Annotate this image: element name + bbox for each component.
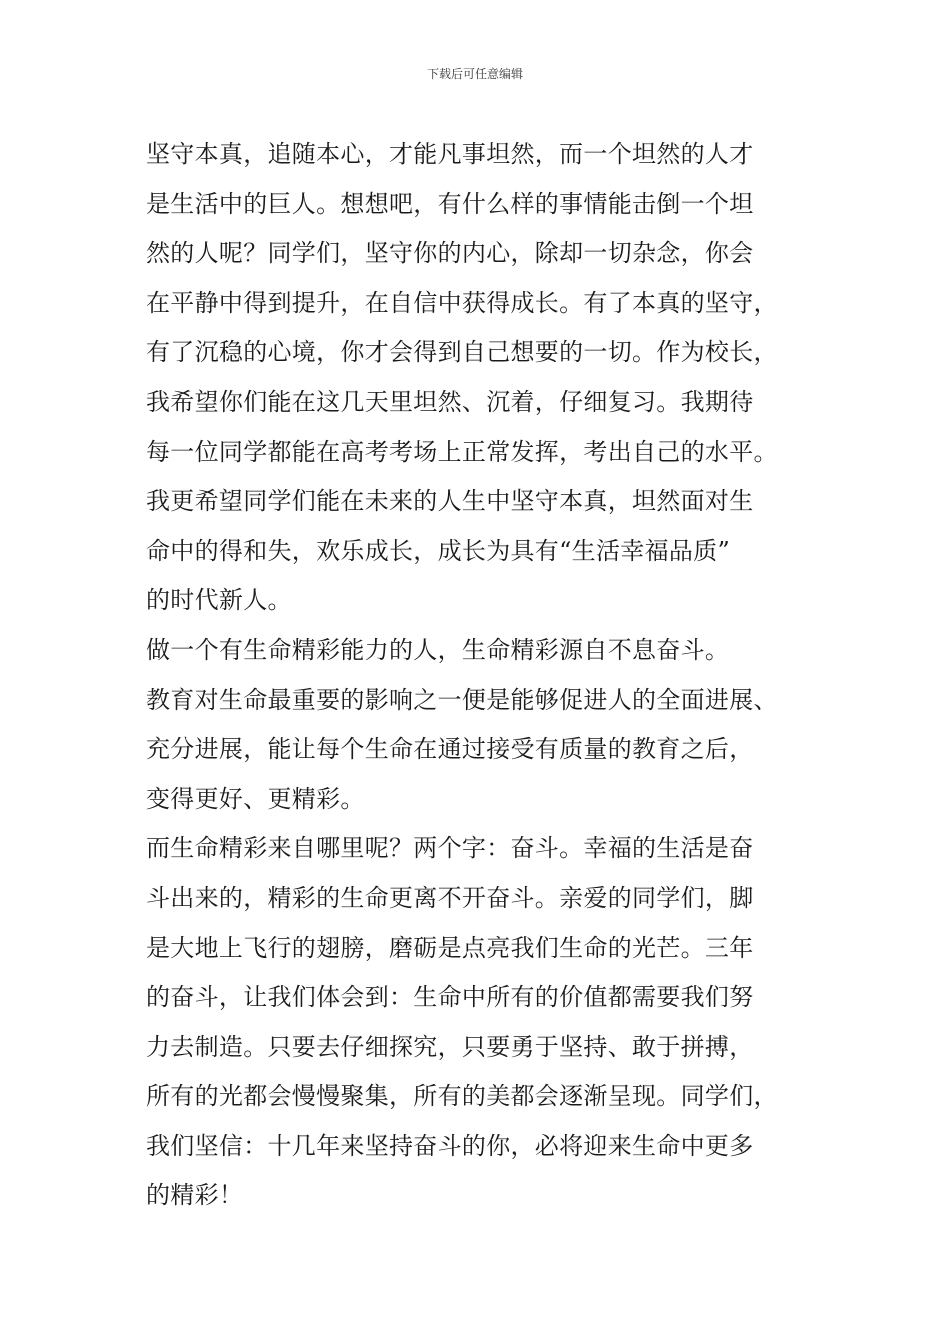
document-body: [146, 130, 806, 1221]
text-line: 而生命精彩来自哪里呢？两个字：奋斗。幸福的生活是奋: [146, 834, 754, 863]
text-line: 我希望你们能在这几天里坦然、沉着，仔细复习。我期待: [146, 387, 754, 416]
text-line: 有了沉稳的心境，你才会得到自己想要的一切。作为校长，: [146, 338, 778, 367]
text-line: 所有的光都会慢慢聚集，所有的美都会逐渐呈现。同学们，: [146, 1082, 778, 1111]
text-line: 然的人呢？同学们，坚守你的内心，除却一切杂念，你会: [146, 239, 754, 268]
text-line: 力去制造。只要去仔细探究，只要勇于坚持、敢于拼搏，: [146, 1032, 754, 1061]
text-line: 在平静中得到提升，在自信中获得成长。有了本真的坚守，: [146, 288, 778, 317]
text-line: 我们坚信：十几年来坚持奋斗的你，必将迎来生命中更多: [146, 1131, 754, 1160]
text-line: 教育对生命最重要的影响之一便是能够促进人的全面进展、: [146, 685, 778, 714]
text-line: 变得更好、更精彩。: [146, 784, 365, 813]
download-note: 下载后可任意编辑: [426, 67, 523, 81]
text-line: 命中的得和失，欢乐成长，成长为具有“生活幸福品质”: [146, 536, 731, 565]
text-line: 的奋斗，让我们体会到：生命中所有的价值都需要我们努: [146, 983, 754, 1012]
text-line: 的精彩！: [146, 1181, 244, 1210]
text-line: 是大地上飞行的翅膀，磨砺是点亮我们生命的光芒。三年: [146, 933, 754, 962]
text-line: 是生活中的巨人。想想吧，有什么样的事情能击倒一个坦: [146, 189, 754, 218]
text-line: 斗出来的，精彩的生命更离不开奋斗。亲爱的同学们，脚: [146, 883, 754, 912]
text-line: 的时代新人。: [146, 586, 292, 615]
text-line: 每一位同学都能在高考考场上正常发挥，考出自己的水平。: [146, 437, 778, 466]
text-line: 充分进展，能让每个生命在通过接受有质量的教育之后，: [146, 735, 754, 764]
text-line: 我更希望同学们能在未来的人生中坚守本真，坦然面对生: [146, 487, 754, 516]
section-heading: 做一个有生命精彩能力的人，生命精彩源自不息奋斗。: [146, 635, 730, 664]
text-line: 坚守本真，追随本心，才能凡事坦然，而一个坦然的人才: [146, 140, 754, 168]
